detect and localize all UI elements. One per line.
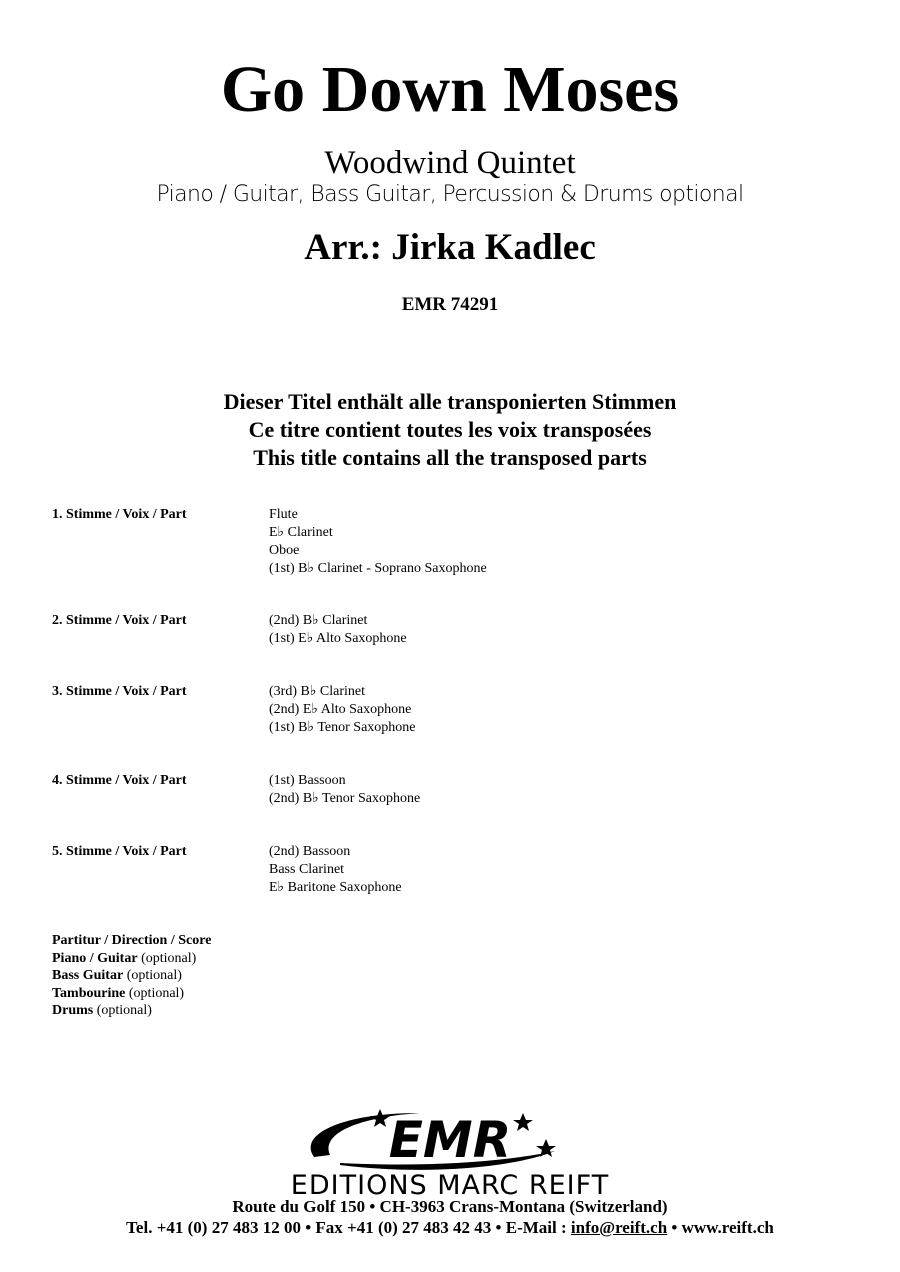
list-item: E♭ Clarinet (269, 525, 333, 540)
catalog-number: EMR 74291 (401, 294, 499, 315)
publisher-address: Route du Golf 150 • CH-3963 Crans-Montana (Switzerland) (232, 1197, 668, 1216)
notice-french: Ce titre contient toutes les voix transposées (248, 417, 652, 442)
star-icon (513, 1113, 533, 1131)
list-item: (2nd) B♭ Tenor Saxophone (269, 791, 421, 806)
extras-list (52, 932, 211, 1020)
list-item: (2nd) Bassoon (269, 844, 351, 859)
part-label-1: 1. Stimme / Voix / Part (52, 507, 187, 522)
part-label-3: 3. Stimme / Voix / Part (52, 684, 187, 699)
part-list-2 (269, 612, 407, 648)
instrumentation-line: Piano / Guitar, Bass Guitar, Percussion & Drums optional (156, 182, 744, 207)
list-item: Oboe (269, 543, 300, 558)
list-item: Drums (optional) (52, 1003, 152, 1018)
ensemble-subtitle: Woodwind Quintet (324, 145, 576, 181)
arranger-credit: Arr.: Jirka Kadlec (304, 227, 596, 268)
logo-text: EMR (388, 1111, 512, 1169)
list-item: (2nd) B♭ Clarinet (269, 613, 368, 628)
star-icon (370, 1109, 390, 1127)
list-item: (3rd) B♭ Clarinet (269, 684, 366, 699)
list-item: (1st) Bassoon (269, 773, 346, 788)
list-item: (1st) B♭ Clarinet - Soprano Saxophone (269, 561, 487, 576)
list-item: Flute (269, 507, 298, 522)
list-item: (2nd) E♭ Alto Saxophone (269, 702, 412, 717)
part-list-1 (269, 506, 487, 578)
notice-english: This title contains all the transposed parts (253, 445, 647, 470)
list-item: Bass Clarinet (269, 862, 345, 877)
publisher-name: EDITIONS MARC REIFT (290, 1170, 610, 1201)
emr-logo (300, 1105, 600, 1173)
part-list-5 (269, 843, 402, 897)
part-label-4: 4. Stimme / Voix / Part (52, 773, 187, 788)
list-item: Piano / Guitar (optional) (52, 950, 197, 966)
page-title: Go Down Moses (220, 53, 680, 126)
part-list-4 (269, 772, 420, 808)
list-item: (1st) E♭ Alto Saxophone (269, 631, 407, 646)
part-list-3 (269, 683, 416, 737)
list-item: (1st) B♭ Tenor Saxophone (269, 720, 416, 735)
list-item: Bass Guitar (optional) (52, 968, 182, 983)
part-label-5: 5. Stimme / Voix / Part (52, 844, 187, 859)
list-item: Tambourine (optional) (52, 985, 185, 1001)
notice-german: Dieser Titel enthält alle transponierten Stimmen (223, 389, 677, 414)
part-label-2: 2. Stimme / Voix / Part (52, 613, 187, 628)
publisher-contact: Tel. +41 (0) 27 483 12 00 • Fax +41 (0) 27 483 42 43 • E-Mail : info@reift.ch • www.reift.ch (126, 1218, 774, 1237)
email-link[interactable]: info@reift.ch (570, 1218, 668, 1237)
list-item: E♭ Baritone Saxophone (269, 880, 402, 895)
list-item: Partitur / Direction / Score (52, 933, 212, 948)
